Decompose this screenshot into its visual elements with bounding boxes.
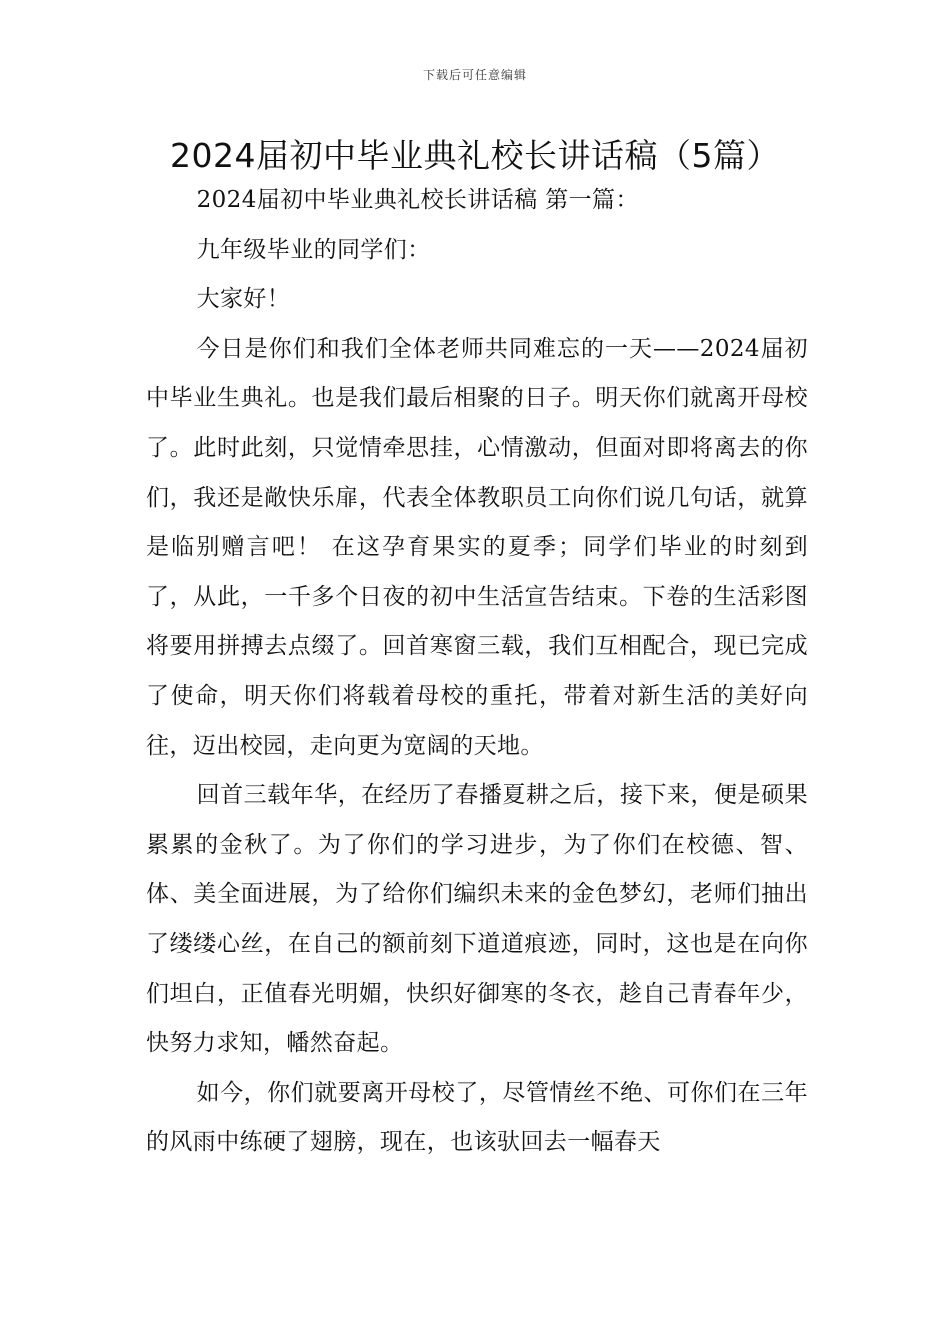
paragraph: 今日是你们和我们全体老师共同难忘的一天——2024届初中毕业生典礼。也是我们最后相聚的日子。明天你们就离开母校了。此时此刻，只觉情牵思挂，心情激动，但面对即将离去的你们，我还是敞快乐扉，代表全体教职员工向你们说几句话，就算是临别赠言吧！ 在这孕育果实的夏季；同学们毕业的时刻到了，从此，一千多个日夜的初中生活宣告结束。下卷的生活彩图将要用拼搏去点缀了。回首寒窗三载，我们互相配合，现已完成了使命，明天你们将载着母校的重托，带着对新生活的美好向往，迈出校园，走向更为宽阔的天地。 [146, 335, 808, 759]
greeting: 大家好！ [196, 286, 291, 313]
paragraph: 如今，你们就要离开母校了，尽管情丝不绝、可你们在三年的风雨中练硬了翅膀，现在，也该驮回去一幅春天 [146, 1079, 808, 1156]
document-title: 2024届初中毕业典礼校长讲话稿（5篇） [170, 136, 780, 175]
paragraph: 回首三载年华，在经历了春播夏耕之后，接下来，便是硕果累累的金秋了。为了你们的学习进步，为了你们在校德、智、体、美全面进展，为了给你们编织未来的金色梦幻，老师们抽出了缕缕心丝，在自己的额前刻下道道痕迹，同时，这也是在向你们坦白，正值春光明媚，快织好御寒的冬衣，趁自己青春年少，快努力求知，幡然奋起。 [146, 782, 808, 1057]
header-note: 下载后可任意编辑 [422, 68, 527, 82]
section-heading: 2024届初中毕业典礼校长讲话稿 第一篇： [196, 187, 639, 213]
salutation: 九年级毕业的同学们： [196, 236, 431, 263]
document-body [146, 176, 808, 1168]
